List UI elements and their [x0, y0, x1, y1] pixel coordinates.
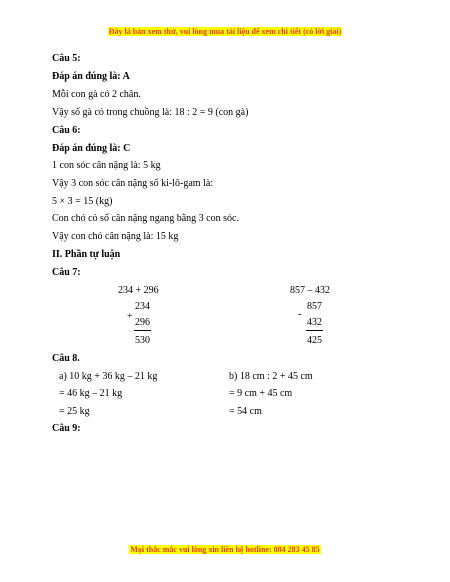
q8-a-line-3: = 25 kg: [59, 406, 90, 417]
q5-line-2: Vậy số gà có trong chuồng là: 18 : 2 = 9 (con gà): [52, 107, 249, 118]
q7-add-sign: +: [127, 311, 133, 322]
q7-add-operand-2: 296: [135, 317, 150, 328]
q6-line-4: Con chó có số cân nặng ngang bằng 3 con sóc.: [52, 213, 239, 224]
q7-add-result-line: [134, 330, 151, 331]
q8-a-line-1: a) 10 kg + 36 kg – 21 kg: [59, 371, 158, 382]
q5-answer: Đáp án đúng là: A: [52, 71, 130, 82]
q6-line-3: 5 × 3 = 15 (kg): [52, 196, 113, 207]
hotline-text: Mọi thắc mắc vui lòng xin liên hệ hotline: 084 283 45 85: [130, 545, 320, 554]
preview-notice-banner: [0, 27, 450, 36]
section-2-heading: II. Phần tự luận: [52, 249, 121, 260]
q8-title: Câu 8.: [52, 353, 80, 364]
q6-line-2: Vậy 3 con sóc cân nặng số ki-lô-gam là:: [52, 178, 214, 189]
q8-a-line-2: = 46 kg – 21 kg: [59, 388, 123, 399]
q7-sub-expression: 857 – 432: [290, 285, 330, 296]
q8-b-line-2: = 9 cm + 45 cm: [229, 388, 293, 399]
q7-sub-result: 425: [307, 335, 322, 346]
q6-line-1: 1 con sóc cân nặng là: 5 kg: [52, 160, 161, 171]
q8-b-line-3: = 54 cm: [229, 406, 262, 417]
q6-line-5: Vậy con chó cân nặng là: 15 kg: [52, 231, 179, 242]
q7-sub-operand-1: 857: [307, 301, 322, 312]
q7-add-expression: 234 + 296: [118, 285, 159, 296]
q7-sub-operand-2: 432: [307, 317, 322, 328]
q7-add-result: 530: [135, 335, 150, 346]
q7-add-operand-1: 234: [135, 301, 150, 312]
q6-title: Câu 6:: [52, 125, 81, 136]
q6-answer: Đáp án đúng là: C: [52, 143, 131, 154]
q7-sub-sign: -: [298, 309, 302, 320]
q7-sub-result-line: [306, 330, 323, 331]
hotline-footer: [0, 545, 450, 554]
q5-title: Câu 5:: [52, 53, 81, 64]
preview-notice-text: Đây là bản xem thử, vui lòng mua tài liệu để xem chi tiết (có lời giải): [108, 27, 342, 36]
q9-title: Câu 9:: [52, 423, 81, 434]
q8-b-line-1: b) 18 cm : 2 + 45 cm: [229, 371, 313, 382]
q5-line-1: Mỗi con gà có 2 chân.: [52, 89, 141, 100]
q7-title: Câu 7:: [52, 267, 81, 278]
